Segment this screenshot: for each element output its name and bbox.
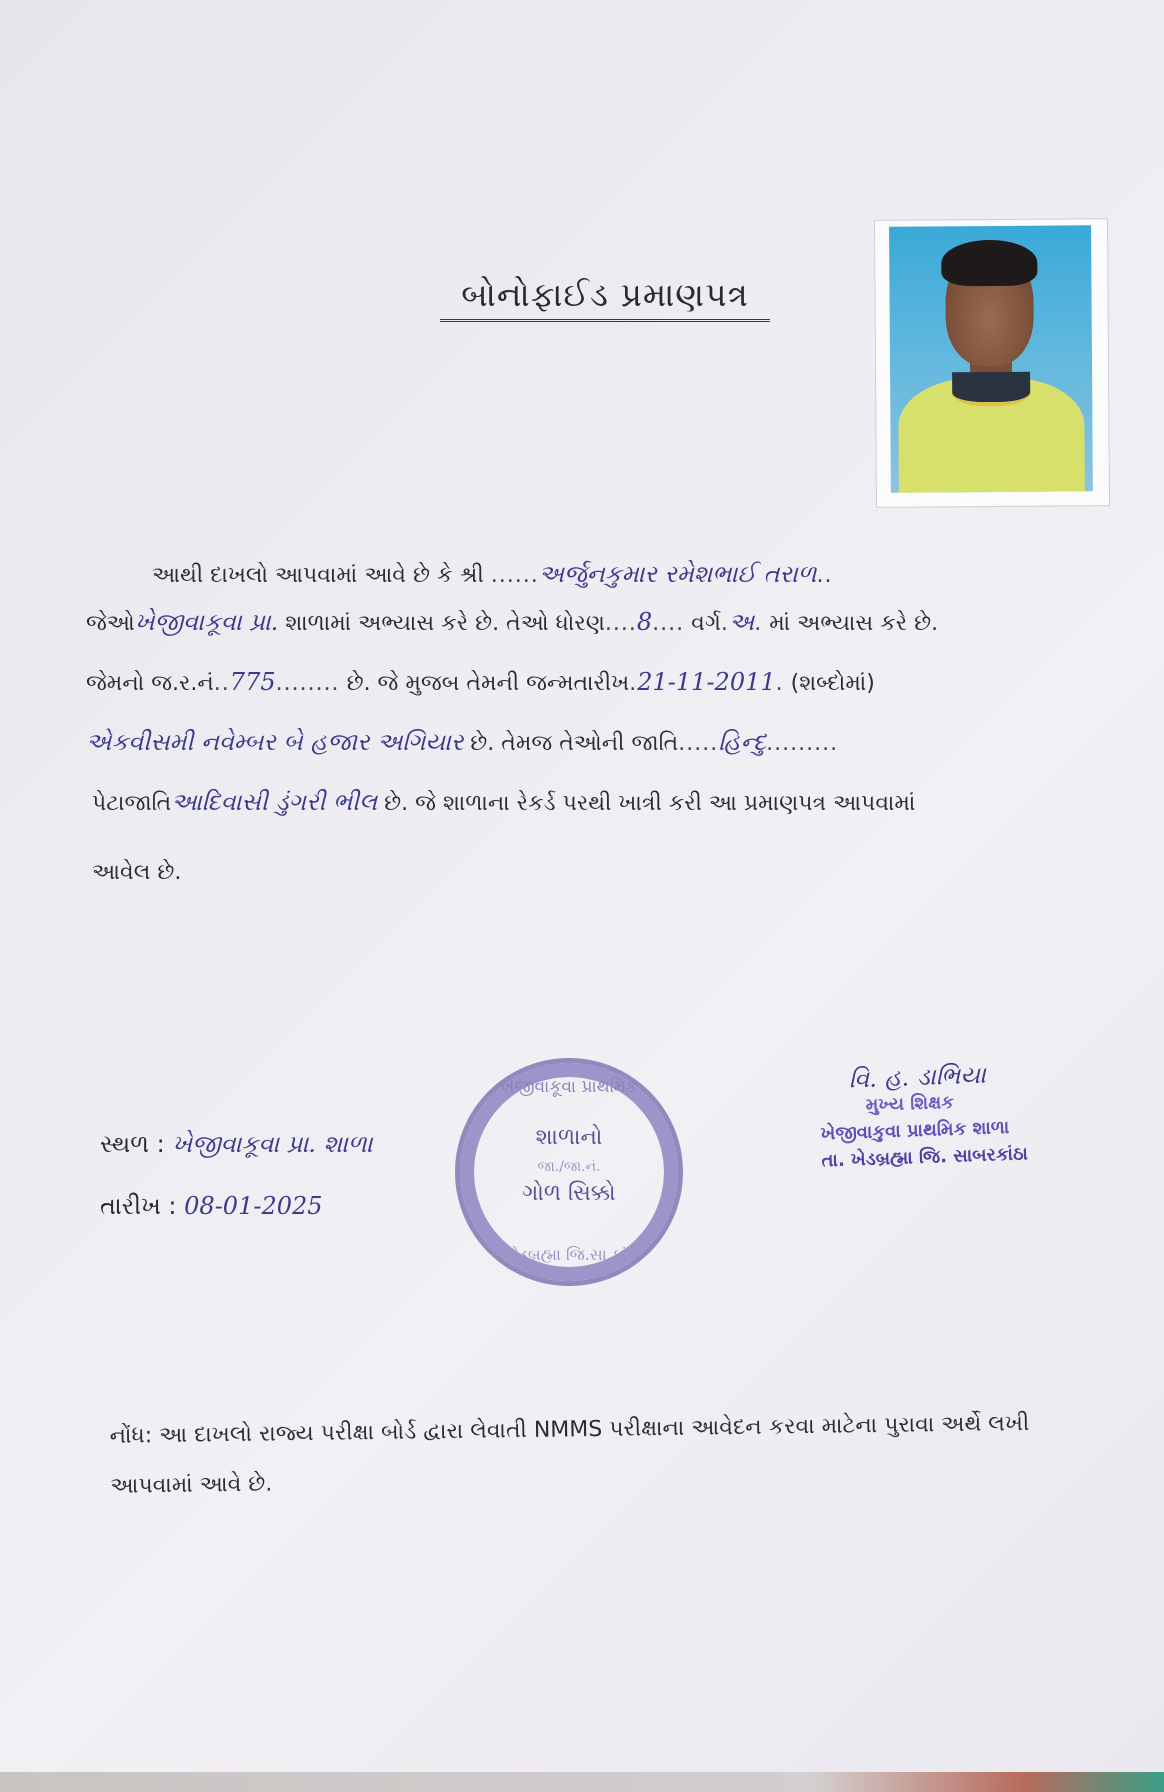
dots: .... [652,611,685,636]
body-line-3 [86,668,875,696]
line2-suffix: માં અભ્યાસ કરે છે. [769,611,939,636]
date-row [100,1192,323,1220]
note-line-1: નોંધ: આ દાખલો રાજ્ય પરીક્ષા બોર્ડ દ્વારા લેવાતી NMMS પરીક્ષાના આવેદન કરવા માટેના પુરાવા અર્થે લખી [109,1411,1030,1449]
body-line-2 [86,608,938,636]
place-value: ખેજીવાકૂવા પ્રા. શાળા [172,1130,373,1158]
date-of-birth: 21-11-2011 [637,668,776,696]
dots: . [775,671,784,696]
dob-in-words: એકવીસમી નવેમ્બર બે હજાર અગિયાર [86,728,464,756]
photo-hair [941,240,1037,287]
dots: . [754,611,763,636]
standard-value: 8 [636,608,653,636]
stamp-inner-bottom: ગોળ સિક્કો [522,1181,616,1206]
footnote [109,1398,1090,1512]
student-photo [875,219,1109,507]
line2-mid1: શાળામાં અભ્યાસ કરે છે. તેઓ ધોરણ [285,611,605,636]
body-line-4 [86,728,838,756]
body-line-5 [92,788,915,816]
line4-mid: છે. તેમજ તેઓની જાતિ [470,731,679,756]
background-edge [0,1772,1164,1792]
caste-value: હિન્દુ [718,728,767,756]
note-line-2: આપવામાં આવે છે. [110,1471,273,1499]
photo-collar [952,372,1030,407]
photo-portrait [889,225,1093,492]
stamp-ring-bottom-text: ખેડબ્રહ્મા જિ.સા.કાં. [505,1245,633,1264]
headmaster-signature-block [818,1057,1082,1171]
line5-suffix: છે. જે શાળાના રેકર્ડ પરથી ખાત્રી કરી આ પ્રમાણપત્ર આપવામાં [384,791,916,816]
signature-place: તા. ખેડબ્રહ્મા જિ. સાબરકાંઠા [821,1143,1029,1172]
dots: ...... [490,563,539,588]
line2-mid2: વર્ગ [691,611,721,636]
dots: . [629,671,638,696]
line3-mid: છે. જે મુજબ તેમની જન્મતારીખ [346,671,630,696]
date-label: તારીખ : [100,1192,177,1220]
dots: ..... [678,731,719,756]
line3-prefix: જેમનો જ.ર.નં [86,671,214,696]
place-row [100,1130,373,1158]
line1-prefix: આથી દાખલો આપવામાં આવે છે કે શ્રી [152,563,484,588]
body-line-1 [152,560,832,588]
student-name: અર્જુનકુમાર રમેશભાઈ તરાળ [538,560,817,588]
dots: ......... [766,731,839,756]
line2-prefix: જેઓ [86,611,135,636]
body-line-6: આવેલ છે. [92,860,182,885]
subcaste-value: આદિવાસી ડુંગરી ભીલ [171,788,378,816]
page-title: બોનોફાઈડ પ્રમાણપત્ર [440,275,770,322]
dots: .. [816,563,833,588]
signature-school: ખેજીવાકુવા પ્રાથમિક શાળા [820,1116,1010,1145]
line5-prefix: પેટાજાતિ [92,791,172,816]
school-name-handwritten: ખેજીવાકૂવા પ્રા. [134,608,279,636]
school-round-stamp [455,1058,683,1286]
dots: .... [604,611,637,636]
place-label: સ્થળ : [100,1130,165,1158]
line3-suffix: (શબ્દોમાં) [790,671,875,696]
stamp-inner-mid: જા./જા.નં. [537,1159,601,1175]
stamp-ring-top-text: ખેજીવાકૂવા પ્રાથમિક [500,1077,638,1097]
dots: ........ [275,671,340,696]
dots: . [720,611,729,636]
stamp-inner-top: શાળાનો [535,1125,603,1150]
dots: .. [213,671,230,696]
date-value: 08-01-2025 [184,1192,323,1220]
signature: વિ. હ. ડાભિયા [848,1060,987,1094]
signature-role: મુખ્ય શિક્ષક [865,1091,955,1116]
gr-number: 775 [229,668,276,696]
class-value: અ [728,608,755,636]
